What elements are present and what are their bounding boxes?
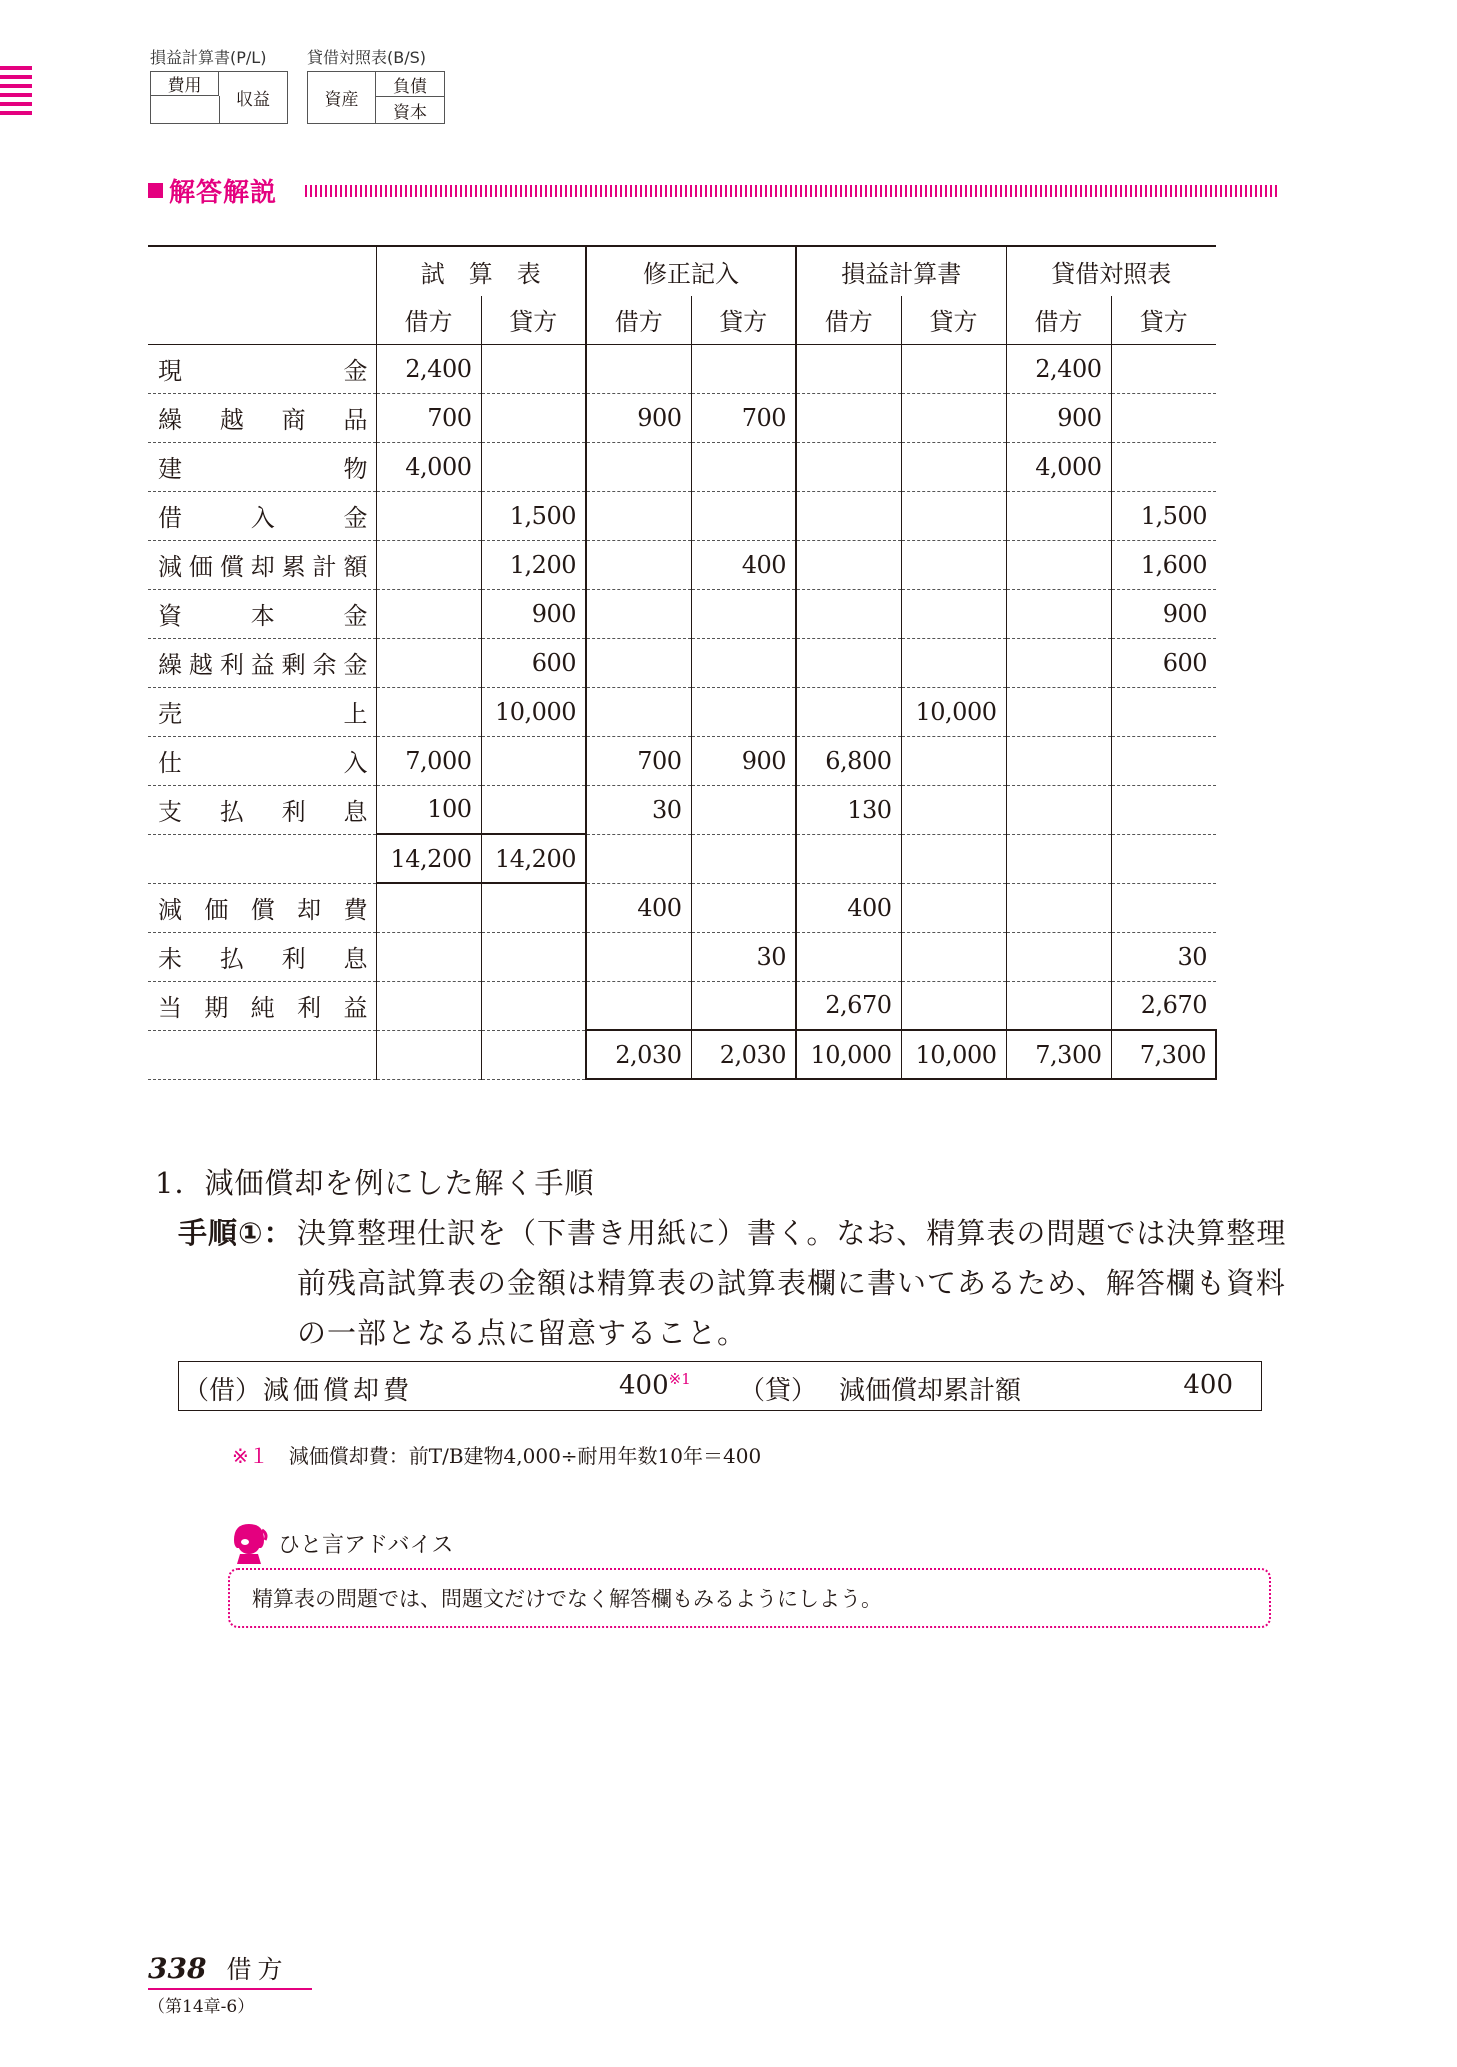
worksheet-row: [148, 834, 1216, 883]
cell-bs-cr: 600: [1111, 638, 1216, 687]
cell-adj-dr: [586, 687, 691, 736]
cell-adj-dr: 30: [586, 785, 691, 834]
cell-bs-dr: 900: [1006, 393, 1111, 442]
page-footer: [148, 1950, 312, 2017]
cell-pl-cr: 10,000: [901, 687, 1006, 736]
cell-tb-dr: [376, 540, 481, 589]
cell-pl-dr: [796, 687, 901, 736]
cell-tb-cr: 14,200: [481, 834, 586, 883]
account-name-text: 借 入 金: [158, 504, 368, 532]
step-line-3: の一部となる点に留意すること。: [297, 1316, 748, 1350]
page-side-label: 借方: [226, 1955, 289, 1984]
cell-pl-dr: 10,000: [796, 1030, 901, 1079]
section-rule: [305, 185, 1277, 197]
cell-adj-dr: [586, 540, 691, 589]
cell-tb-cr: [481, 393, 586, 442]
cell-adj-dr: [586, 638, 691, 687]
journal-entry-box: [178, 1361, 1262, 1411]
cell-pl-cr: [901, 442, 1006, 491]
account-name-text: 繰 越 利 益 剰 余 金: [158, 651, 368, 679]
cell-bs-cr: [1111, 393, 1216, 442]
cell-bs-dr: [1006, 883, 1111, 932]
tb-credit-header: 貸方: [481, 296, 586, 344]
worksheet-row: [148, 687, 1216, 736]
cell-bs-dr: 4,000: [1006, 442, 1111, 491]
cell-tb-dr: 100: [376, 785, 481, 834]
cell-bs-cr: 7,300: [1111, 1030, 1216, 1079]
cell-bs-dr: [1006, 589, 1111, 638]
cell-tb-dr: 2,400: [376, 344, 481, 393]
cell-adj-dr: [586, 491, 691, 540]
account-name-text: 資 本 金: [158, 602, 368, 630]
bs-capital: 資本: [393, 102, 427, 123]
cell-pl-dr: 130: [796, 785, 901, 834]
cell-tb-cr: 1,500: [481, 491, 586, 540]
adj-debit-header: 借方: [586, 296, 691, 344]
cell-adj-dr: [586, 932, 691, 981]
cell-tb-dr: 7,000: [376, 736, 481, 785]
account-name: [148, 638, 376, 687]
cell-tb-cr: 1,200: [481, 540, 586, 589]
account-name: [148, 785, 376, 834]
account-name: [148, 344, 376, 393]
pl-expense: 費用: [151, 72, 219, 96]
bs-legend: [307, 45, 445, 124]
cell-pl-cr: [901, 932, 1006, 981]
cell-pl-cr: [901, 981, 1006, 1030]
cell-bs-cr: 2,670: [1111, 981, 1216, 1030]
account-name-text: 繰 越 商 品: [158, 406, 368, 434]
cell-bs-dr: [1006, 491, 1111, 540]
account-name: [148, 442, 376, 491]
cell-pl-dr: 2,670: [796, 981, 901, 1030]
cell-adj-cr: [691, 687, 796, 736]
adj-credit-header: 貸方: [691, 296, 796, 344]
bs-credit-header: 貸方: [1111, 296, 1216, 344]
cell-pl-cr: [901, 491, 1006, 540]
cell-tb-cr: 600: [481, 638, 586, 687]
entry-cr-account: 減価償却累計額: [839, 1376, 1022, 1406]
cell-adj-cr: [691, 981, 796, 1030]
cell-adj-cr: [691, 442, 796, 491]
cell-adj-cr: [691, 834, 796, 883]
header-adjustments: 修正記入: [586, 246, 796, 296]
cell-tb-cr: 900: [481, 589, 586, 638]
footnote: [232, 1440, 761, 1469]
cell-adj-cr: [691, 491, 796, 540]
account-name-text: 売 上: [158, 700, 368, 728]
square-bullet-icon: [148, 183, 163, 198]
worksheet-row: [148, 491, 1216, 540]
pl-revenue: 収益: [236, 90, 270, 110]
chapter-ref: （第14章-6）: [148, 1997, 255, 2017]
footnote-text: 減価償却費：前T/B建物4,000÷耐用年数10年＝400: [288, 1444, 762, 1468]
cell-tb-cr: [481, 442, 586, 491]
cell-tb-dr: [376, 981, 481, 1030]
cell-bs-cr: 30: [1111, 932, 1216, 981]
cell-bs-dr: [1006, 638, 1111, 687]
cell-adj-cr: [691, 883, 796, 932]
pl-credit-header: 貸方: [901, 296, 1006, 344]
worksheet-row: [148, 442, 1216, 491]
cell-adj-dr: [586, 442, 691, 491]
account-name: [148, 736, 376, 785]
cell-pl-dr: [796, 393, 901, 442]
account-name: [148, 834, 376, 883]
cell-pl-dr: 6,800: [796, 736, 901, 785]
cell-pl-dr: [796, 589, 901, 638]
entry-cr-mark: （貸）: [739, 1376, 818, 1406]
header-income-statement: 損益計算書: [796, 246, 1006, 296]
pl-debit-header: 借方: [796, 296, 901, 344]
account-name: [148, 932, 376, 981]
worksheet-row: [148, 1030, 1216, 1079]
advice-text: 精算表の問題では、問題文だけでなく解答欄もみるようにしよう。: [252, 1587, 882, 1611]
cell-pl-cr: [901, 344, 1006, 393]
entry-dr-mark: （借）: [183, 1376, 262, 1406]
cell-adj-cr: [691, 589, 796, 638]
edge-stripes: [0, 66, 32, 120]
section-heading: [148, 172, 277, 209]
cell-tb-dr: 14,200: [376, 834, 481, 883]
cell-bs-dr: 7,300: [1006, 1030, 1111, 1079]
explanation-heading: 1．減価償却を例にした解く手順: [155, 1166, 595, 1200]
cell-pl-cr: [901, 393, 1006, 442]
cell-adj-dr: [586, 589, 691, 638]
entry-dr-amount: 400: [619, 1370, 669, 1401]
pl-caption: 損益計算書(P/L): [150, 48, 267, 67]
advice-heading: [228, 1520, 453, 1566]
cell-adj-dr: 900: [586, 393, 691, 442]
cell-pl-cr: [901, 638, 1006, 687]
tb-debit-header: 借方: [376, 296, 481, 344]
header-trial-balance: 試 算 表: [376, 246, 586, 296]
cell-tb-cr: [481, 736, 586, 785]
cell-bs-cr: 1,600: [1111, 540, 1216, 589]
entry-dr-account: 減価償却費: [263, 1376, 414, 1406]
pl-legend: [150, 45, 288, 124]
cell-tb-dr: [376, 883, 481, 932]
account-name: [148, 883, 376, 932]
worksheet-row: [148, 344, 1216, 393]
cell-tb-cr: [481, 932, 586, 981]
cell-bs-dr: [1006, 834, 1111, 883]
cell-adj-dr: [586, 834, 691, 883]
worksheet-row: [148, 540, 1216, 589]
worksheet-body: [148, 344, 1216, 1079]
bs-debit-header: 借方: [1006, 296, 1111, 344]
advisor-character-icon: [228, 1520, 270, 1566]
bs-caption: 貸借対照表(B/S): [307, 48, 427, 67]
account-name-text: 減 価 償 却 累 計 額: [158, 553, 368, 581]
account-name-text: 建 物: [158, 455, 368, 483]
step-line-1: 決算整理仕訳を（下書き用紙に）書く。なお、精算表の問題では決算整理: [297, 1216, 1287, 1250]
worksheet-row: [148, 785, 1216, 834]
cell-adj-cr: 2,030: [691, 1030, 796, 1079]
pl-box: [150, 71, 288, 124]
account-name-text: 支 払 利 息: [158, 798, 368, 826]
account-name: [148, 540, 376, 589]
step-line-2: 前残高試算表の金額は精算表の試算表欄に書いてあるため、解答欄も資料: [297, 1266, 1286, 1300]
cell-adj-cr: [691, 344, 796, 393]
cell-bs-cr: [1111, 736, 1216, 785]
cell-pl-dr: [796, 932, 901, 981]
cell-tb-cr: [481, 1030, 586, 1079]
cell-bs-dr: [1006, 981, 1111, 1030]
cell-bs-cr: 900: [1111, 589, 1216, 638]
cell-adj-dr: [586, 981, 691, 1030]
cell-bs-dr: [1006, 736, 1111, 785]
cell-bs-dr: 2,400: [1006, 344, 1111, 393]
worksheet-group-header: [148, 246, 1216, 296]
cell-bs-dr: [1006, 932, 1111, 981]
cell-pl-dr: [796, 344, 901, 393]
worksheet-table: [148, 245, 1217, 1080]
account-name-text: 減 価 償 却 費: [158, 896, 368, 924]
account-name: [148, 981, 376, 1030]
cell-adj-cr: 900: [691, 736, 796, 785]
cell-adj-cr: [691, 638, 796, 687]
account-name: [148, 687, 376, 736]
cell-pl-cr: [901, 589, 1006, 638]
footnote-mark: ※１: [232, 1444, 269, 1468]
cell-bs-cr: [1111, 442, 1216, 491]
bs-liabilities: 負債: [376, 72, 444, 97]
worksheet-row: [148, 883, 1216, 932]
cell-tb-dr: 700: [376, 393, 481, 442]
cell-pl-cr: [901, 736, 1006, 785]
advice-title: ひと言アドバイス: [278, 1532, 454, 1558]
entry-dr-amount-wrap: [619, 1370, 691, 1401]
step-label-text: 手順①：: [178, 1216, 294, 1250]
account-name-text: 未 払 利 息: [158, 945, 368, 973]
cell-tb-cr: [481, 981, 586, 1030]
blank-header: [148, 246, 376, 296]
worksheet-row: [148, 638, 1216, 687]
account-name-text: 当 期 純 利 益: [158, 994, 368, 1022]
cell-bs-cr: 1,500: [1111, 491, 1216, 540]
cell-pl-cr: [901, 883, 1006, 932]
account-name: [148, 393, 376, 442]
cell-tb-cr: [481, 785, 586, 834]
cell-adj-dr: 700: [586, 736, 691, 785]
worksheet-row: [148, 589, 1216, 638]
header-balance-sheet: 貸借対照表: [1006, 246, 1216, 296]
cell-bs-dr: [1006, 540, 1111, 589]
cell-bs-cr: [1111, 834, 1216, 883]
cell-pl-cr: 10,000: [901, 1030, 1006, 1079]
cell-tb-dr: [376, 687, 481, 736]
cell-bs-cr: [1111, 785, 1216, 834]
bs-assets: 資産: [308, 72, 376, 123]
cell-pl-cr: [901, 834, 1006, 883]
step-label: [178, 1208, 294, 1258]
cell-pl-dr: [796, 442, 901, 491]
cell-pl-dr: [796, 834, 901, 883]
cell-adj-dr: 400: [586, 883, 691, 932]
account-name-text: 仕 入: [158, 749, 368, 777]
cell-pl-dr: [796, 638, 901, 687]
bs-box: [307, 71, 445, 124]
cell-pl-dr: [796, 491, 901, 540]
cell-tb-cr: 10,000: [481, 687, 586, 736]
cell-tb-dr: [376, 932, 481, 981]
cell-bs-cr: [1111, 883, 1216, 932]
cell-bs-cr: [1111, 687, 1216, 736]
cell-tb-cr: [481, 883, 586, 932]
cell-pl-dr: 400: [796, 883, 901, 932]
cell-adj-dr: [586, 344, 691, 393]
account-name: [148, 1030, 376, 1079]
cell-tb-dr: [376, 1030, 481, 1079]
section-title: 解答解説: [169, 178, 278, 208]
cell-adj-cr: [691, 785, 796, 834]
worksheet-subheader: [148, 296, 1216, 344]
footer-rule: [148, 1988, 312, 1990]
account-name-text: 現 金: [158, 357, 368, 385]
cell-tb-dr: 4,000: [376, 442, 481, 491]
cell-tb-dr: [376, 491, 481, 540]
account-name: [148, 589, 376, 638]
cell-bs-cr: [1111, 344, 1216, 393]
cell-pl-dr: [796, 540, 901, 589]
cell-tb-dr: [376, 638, 481, 687]
cell-pl-cr: [901, 540, 1006, 589]
cell-tb-cr: [481, 344, 586, 393]
page-number: 338: [148, 1952, 207, 1985]
cell-adj-cr: 400: [691, 540, 796, 589]
worksheet-row: [148, 981, 1216, 1030]
cell-adj-cr: 700: [691, 393, 796, 442]
cell-tb-dr: [376, 589, 481, 638]
worksheet-row: [148, 393, 1216, 442]
entry-cr-amount: 400: [1183, 1370, 1233, 1400]
worksheet-row: [148, 736, 1216, 785]
cell-pl-cr: [901, 785, 1006, 834]
account-name: [148, 491, 376, 540]
cell-adj-cr: 30: [691, 932, 796, 981]
cell-adj-dr: 2,030: [586, 1030, 691, 1079]
entry-note-mark: ※1: [668, 1370, 691, 1388]
advice-box: [228, 1568, 1271, 1628]
cell-bs-dr: [1006, 687, 1111, 736]
cell-bs-dr: [1006, 785, 1111, 834]
worksheet-row: [148, 932, 1216, 981]
